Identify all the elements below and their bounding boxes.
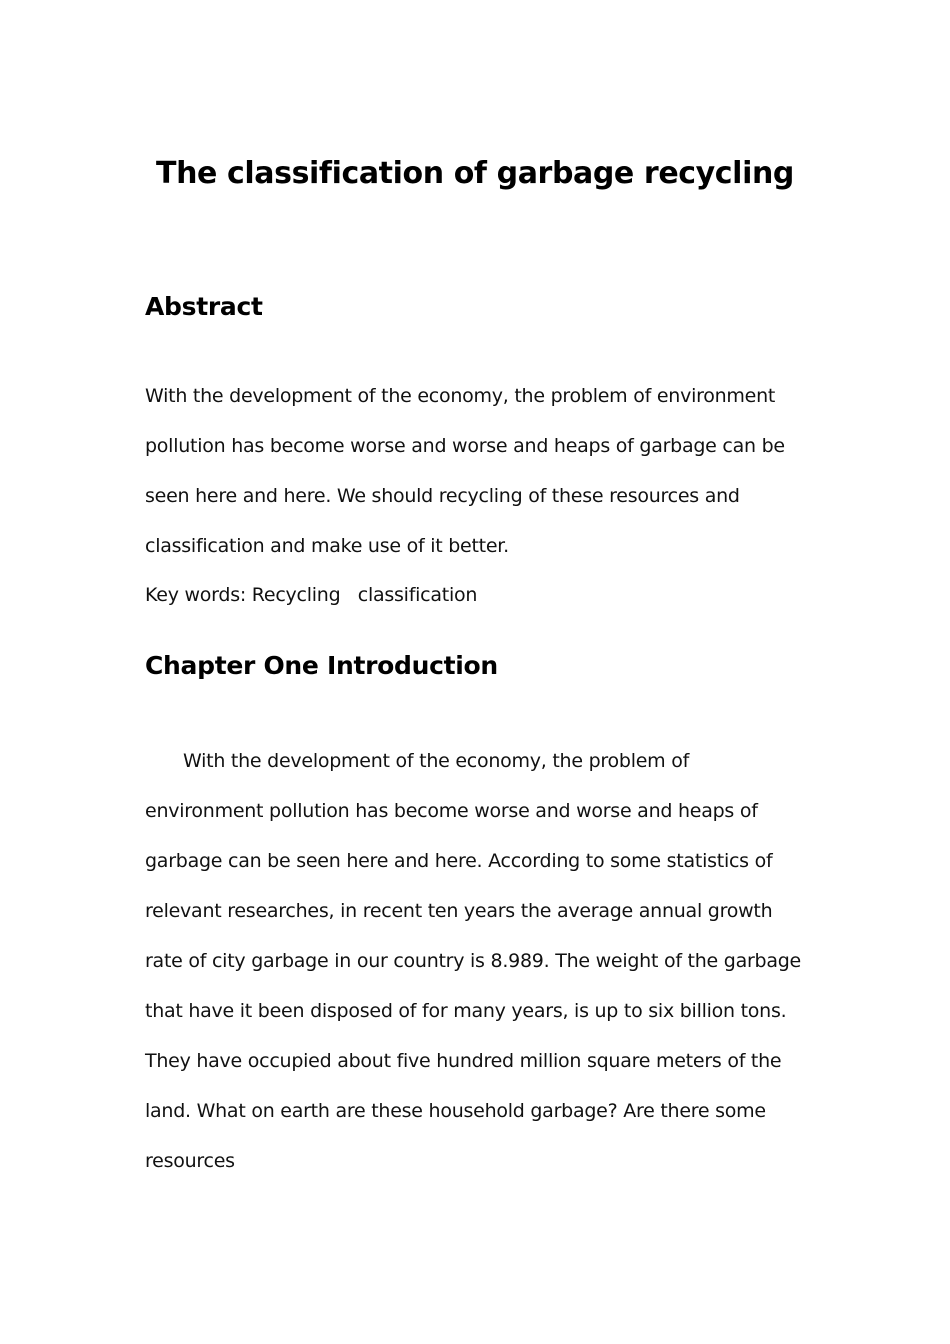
introduction-paragraph: With the development of the economy, the problem of environment pollution has become worse and worse and heaps of garbage can be seen here and here. According to some statistics of relevant researches, in recent ten years the average annual growth rate of city garbage in our country is 8.989. The weight of the garbage that have it been disposed of for many years, is up to six billion tons. They have occupied about five hundred million square meters of the land. What on earth are these household garbage? Are there some resources — [145, 750, 801, 1172]
abstract-heading: Abstract — [145, 292, 263, 321]
keywords-value: Recycling classification — [251, 584, 478, 606]
keywords-label: Key words: — [145, 584, 246, 606]
chapter-one-heading: Chapter One Introduction — [145, 651, 498, 680]
abstract-paragraph: With the development of the economy, the problem of environment pollution has become worse and worse and heaps of garbage can be seen here and here. We should recycling of these resources and classification and make use of it better. — [145, 385, 785, 557]
document-title: The classification of garbage recycling — [156, 156, 794, 191]
keywords-line — [145, 570, 810, 620]
